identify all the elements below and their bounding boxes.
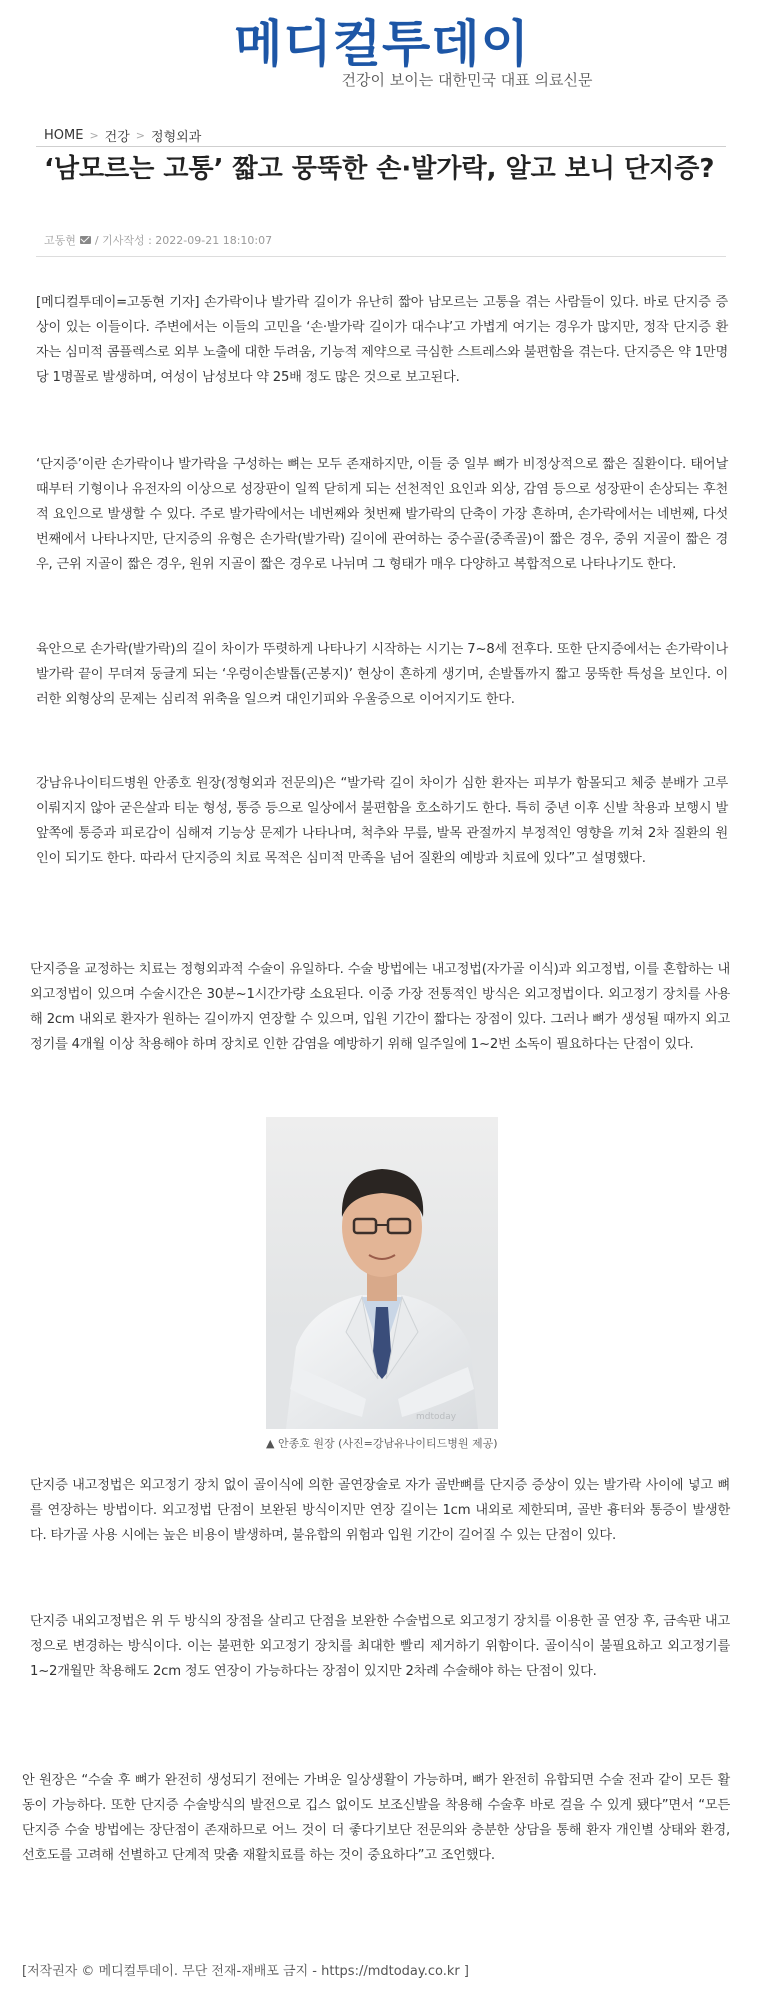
masthead	[0, 0, 764, 112]
divider	[36, 256, 726, 257]
author-name[interactable]: 고동현	[44, 234, 76, 247]
site-logo[interactable]: 메디컬투데이	[234, 15, 530, 73]
article-date: / 기사작성 : 2022-09-21 18:10:07	[94, 234, 273, 247]
breadcrumb-separator-icon: >	[89, 128, 99, 142]
article-paragraph: 안 원장은 “수술 후 뼈가 완전히 생성되기 전에는 가벼운 일상생활이 가능하며, 뼈가 완전히 유합되면 수술 전과 같이 모든 활동이 가능하다. 또한 단지증 수술방식의 발전으로 깁스 없이도 보조신발을 착용해 수술후 바로 걸을 수 있게 됐다”면서 “모든 단지증 수술 방법에는 장단점이 존재하므로 어느 것이 더 좋다기보단 전문의와 충분한 상담을 통해 환자 개인별 상태와 환경, 선호도를 고려해 선별하고 단계적 맞춤 재활치료를 하는 것이 중요하다”고 조언했다.	[22, 1773, 730, 1863]
photo-caption: ▲ 안종호 원장 (사진=강남유나이티드병원 제공)	[266, 1437, 498, 1450]
byline	[44, 232, 272, 248]
photo-watermark: mdtoday	[416, 1412, 457, 1422]
doctor-portrait-illustration	[266, 1117, 498, 1429]
article-paragraph: 단지증 내고정법은 외고정기 장치 없이 골이식에 의한 골연장술로 자가 골반뼈를 단지증 증상이 있는 발가락 사이에 넣고 뼈를 연장하는 방법이다. 외고정법 단점이 보완된 방식이지만 연장 길이는 1cm 내외로 제한되며, 골반 흉터와 통증이 발생한다. 타가골 사용 시에는 높은 비용이 발생하며, 불유합의 위험과 입원 기간이 길어질 수 있는 단점이 있다.	[30, 1478, 730, 1543]
article-paragraph: 단지증을 교정하는 치료는 정형외과적 수술이 유일하다. 수술 방법에는 내고정법(자가골 이식)과 외고정법, 이를 혼합하는 내외고정법이 있으며 수술시간은 30분~1시간가량 소요된다. 이중 가장 전통적인 방식은 외고정법이다. 외고정기 장치를 사용해 2cm 내외로 환자가 원하는 길이까지 연장할 수 있으며, 입원 기간이 짧다는 장점이 있다. 그러나 뼈가 생성될 때까지 외고정기를 4개월 이상 착용해야 하며 장치로 인한 감염을 예방하기 위해 일주일에 1~2번 소독이 필요하다는 단점이 있다.	[30, 962, 730, 1052]
doctor-portrait-photo	[266, 1117, 498, 1429]
article-paragraph: 강남유나이티드병원 안종호 원장(정형외과 전문의)은 “발가락 길이 차이가 심한 환자는 피부가 함몰되고 체중 분배가 고루 이뤄지지 않아 굳은살과 티눈 형성, 통증 등으로 일상에서 불편함을 호소하기도 한다. 특히 중년 이후 신발 착용과 보행시 발 앞쪽에 통증과 피로감이 심해져 기능상 문제가 나타나며, 척추와 무릎, 발목 관절까지 부정적인 영향을 끼쳐 2차 질환의 원인이 되기도 한다. 따라서 단지증의 치료 목적은 심미적 만족을 넘어 질환의 예방과 치료에 있다”고 설명했다.	[36, 776, 728, 866]
article-paragraph: ‘단지증’이란 손가락이나 발가락을 구성하는 뼈는 모두 존재하지만, 이들 중 일부 뼈가 비정상적으로 짧은 질환이다. 태어날 때부터 기형이나 유전자의 이상으로 성장판이 일찍 닫히게 되는 선천적인 요인과 외상, 감염 등으로 성장판이 손상되는 후천적 요인으로 발생할 수 있다. 주로 발가락에서는 네번째와 첫번째 발가락의 단축이 가장 흔하며, 손가락에서는 네번째, 다섯번째에서 나타나지만, 단지증의 유형은 손가락(발가락) 길이에 관여하는 중수골(중족골)이 짧은 경우, 중위 지골이 짧은 경우, 근위 지골이 짧은 경우, 원위 지골이 짧은 경우로 나뉘며 그 형태가 매우 다양하고 복합적으로 나타나기도 한다.	[36, 457, 728, 572]
breadcrumb-home[interactable]: HOME	[44, 127, 84, 143]
breadcrumb	[44, 124, 201, 146]
article-headline: ‘남모르는 고통’ 짧고 뭉뚝한 손·발가락, 알고 보니 단지증?	[44, 154, 715, 184]
divider	[36, 146, 726, 147]
article-paragraph: [메디컬투데이=고동현 기자] 손가락이나 발가락 길이가 유난히 짧아 남모르는 고통을 겪는 사람들이 있다. 바로 단지증 증상이 있는 이들이다. 주변에서는 이들의 고민을 ‘손·발가락 길이가 대수냐’고 가볍게 여기는 경우가 많지만, 정작 단지증 환자는 심미적 콤플렉스로 외부 노출에 대한 두려움, 기능적 제약으로 극심한 스트레스와 불편함을 겪는다. 단지증은 약 1만명당 1명꼴로 발생하며, 여성이 남성보다 약 25배 정도 많은 것으로 보고된다.	[36, 295, 728, 385]
breadcrumb-subsection[interactable]: 정형외과	[151, 129, 202, 145]
mail-icon[interactable]	[80, 236, 91, 244]
article-paragraph: 단지증 내외고정법은 위 두 방식의 장점을 살리고 단점을 보완한 수술법으로 외고정기 장치를 이용한 골 연장 후, 금속판 내고정으로 변경하는 방식이다. 이는 불편한 외고정기 장치를 최대한 빨리 제거하기 위함이다. 골이식이 불필요하고 외고정기를 1~2개월만 착용해도 2cm 정도 연장이 가능하다는 장점이 있지만 2차례 수술해야 하는 단점이 있다.	[30, 1614, 730, 1679]
article-paragraph: 육안으로 손가락(발가락)의 길이 차이가 뚜렷하게 나타나기 시작하는 시기는 7~8세 전후다. 또한 단지증에서는 손가락이나 발가락 끝이 무뎌져 둥글게 되는 ‘우렁이손발톱(곤봉지)’ 현상이 흔하게 생기며, 손발톱까지 짧고 뭉뚝한 특성을 보인다. 이러한 외형상의 문제는 심리적 위축을 일으켜 대인기피와 우울증으로 이어지기도 한다.	[36, 642, 728, 707]
breadcrumb-separator-icon: >	[135, 128, 146, 142]
site-tagline: 건강이 보이는 대한민국 대표 의료신문	[341, 71, 593, 89]
breadcrumb-section[interactable]: 건강	[104, 129, 130, 145]
copyright-notice: [저작권자 © 메디컬투데이. 무단 전재-재배포 금지 - https://mdtoday.co.kr ]	[22, 1964, 469, 1979]
